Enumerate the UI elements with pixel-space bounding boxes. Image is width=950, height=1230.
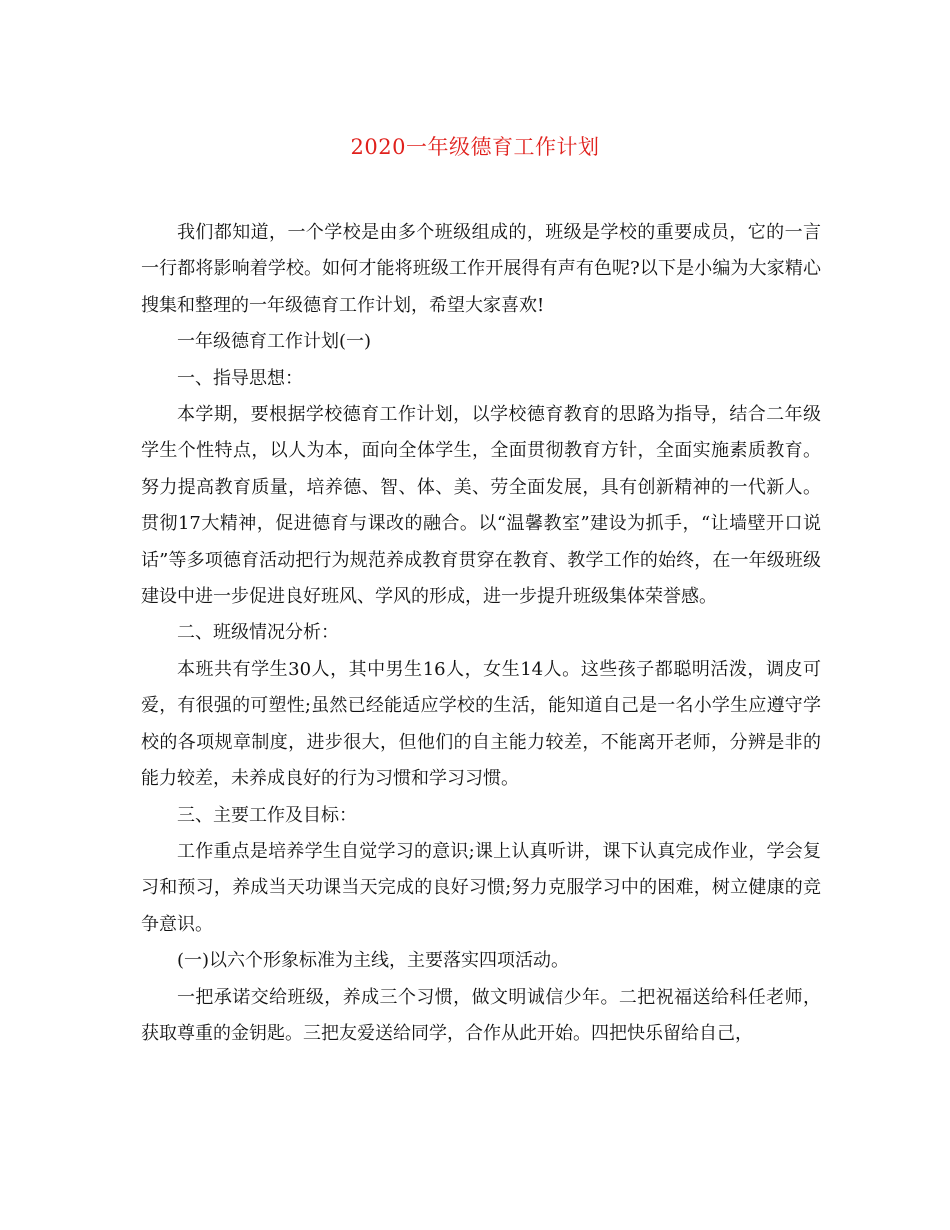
paragraph-activities: 一把承诺交给班级，养成三个习惯，做文明诚信少年。二把祝福送给科任老师，获取尊重的金钥匙。三把友爱送给同学，合作从此开始。四把快乐留给自己，	[141, 986, 821, 1044]
section-heading-main-work: 三、主要工作及目标：	[177, 804, 357, 826]
document-body	[141, 215, 821, 1052]
paragraph-intro: 我们都知道，一个学校是由多个班级组成的，班级是学校的重要成员，它的一言一行都将影响着学校。如何才能将班级工作开展得有声有色呢?以下是小编为大家精心搜集和整理的一年级德育工作计划，希望大家喜欢!	[141, 222, 821, 316]
paragraph-plan-heading: 一年级德育工作计划(一)	[177, 331, 372, 353]
document-title: 2020一年级德育工作计划	[350, 135, 600, 159]
paragraph-class-analysis: 本班共有学生30人，其中男生16人，女生14人。这些孩子都聪明活泼，调皮可爱，有很强的可塑性;虽然已经能适应学校的生活，能知道自己是一名小学生应遵守学校的各项规章制度，进步很大，但他们的自主能力较差，不能离开老师，分辨是非的能力较差，未养成良好的行为习惯和学习习惯。	[141, 658, 821, 790]
paragraph-guiding-ideas: 本学期，要根据学校德育工作计划，以学校德育教育的思路为指导，结合二年级学生个性特点，以人为本，面向全体学生，全面贯彻教育方针，全面实施素质教育。努力提高教育质量，培养德、智、体、美、劳全面发展，具有创新精神的一代新人。贯彻17大精神，促进德育与课改的融合。以“温馨教室”建设为抓手，“让墙壁开口说话”等多项德育活动把行为规范养成教育贯穿在教育、教学工作的始终，在一年级班级建设中进一步促进良好班风、学风的形成，进一步提升班级集体荣誉感。	[141, 404, 821, 608]
section-heading-guiding-ideas: 一、指导思想：	[177, 367, 303, 389]
subsection-heading-activities: (一)以六个形象标准为主线，主要落实四项活动。	[177, 950, 570, 972]
section-heading-class-analysis: 二、班级情况分析：	[177, 622, 339, 644]
paragraph-main-work: 工作重点是培养学生自觉学习的意识;课上认真听讲，课下认真完成作业，学会复习和预习，养成当天功课当天完成的良好习惯;努力克服学习中的困难，树立健康的竞争意识。	[141, 840, 821, 935]
